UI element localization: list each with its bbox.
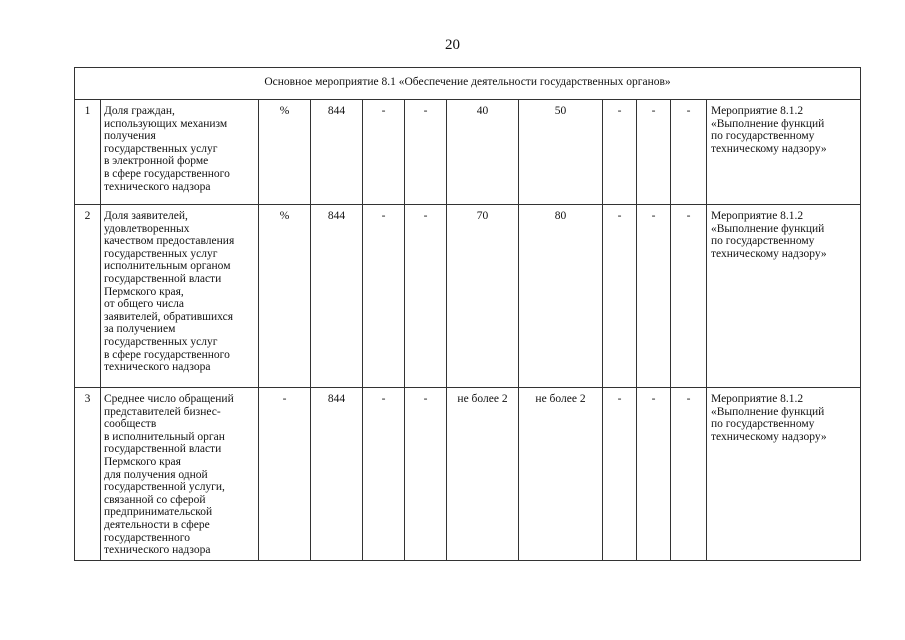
table-row [75, 388, 861, 561]
row-number: 3 [75, 388, 101, 561]
row-number: 2 [75, 205, 101, 388]
value-cell: - [603, 205, 637, 388]
value-cell: - [637, 205, 671, 388]
page-number: 20 [445, 37, 460, 53]
indicator-name: Среднее число обращений представителей бизнес- сообществ в исполнительный орган государственной власти Пермского края для получения одной государственной услуги, связанной со сферой предпринимательской деятельности в сфере государственного технического надзора [101, 388, 259, 561]
value-cell: - [637, 388, 671, 561]
value-cell: - [671, 388, 707, 561]
event-cell: Мероприятие 8.1.2 «Выполнение функций по государственному техническому надзору» [707, 388, 861, 561]
indicators-table [74, 67, 861, 561]
value-cell: - [603, 388, 637, 561]
value-cell: 70 [447, 205, 519, 388]
event-cell: Мероприятие 8.1.2 «Выполнение функций по государственному техническому надзору» [707, 205, 861, 388]
value-cell: не более 2 [447, 388, 519, 561]
code-cell: 844 [311, 388, 363, 561]
section-title: Основное мероприятие 8.1 «Обеспечение деятельности государственных органов» [75, 68, 861, 100]
value-cell: - [603, 100, 637, 205]
value-cell: - [405, 100, 447, 205]
value-cell: - [363, 100, 405, 205]
value-cell: 50 [519, 100, 603, 205]
value-cell: 40 [447, 100, 519, 205]
value-cell: 80 [519, 205, 603, 388]
unit-cell: % [259, 205, 311, 388]
section-row [75, 68, 861, 100]
indicator-name: Доля заявителей, удовлетворенных качеством предоставления государственных услуг исполнительным органом государственной власти Пермского края, от общего числа заявителей, обратившихся за получением государственных услуг в сфере государственного технического надзора [101, 205, 259, 388]
unit-cell: % [259, 100, 311, 205]
value-cell: - [671, 205, 707, 388]
value-cell: - [671, 100, 707, 205]
value-cell: - [363, 205, 405, 388]
code-cell: 844 [311, 205, 363, 388]
row-number: 1 [75, 100, 101, 205]
code-cell: 844 [311, 100, 363, 205]
value-cell: не более 2 [519, 388, 603, 561]
table-row [75, 100, 861, 205]
value-cell: - [405, 388, 447, 561]
event-cell: Мероприятие 8.1.2 «Выполнение функций по государственному техническому надзору» [707, 100, 861, 205]
unit-cell: - [259, 388, 311, 561]
value-cell: - [637, 100, 671, 205]
value-cell: - [363, 388, 405, 561]
table-row [75, 205, 861, 388]
indicator-name: Доля граждан, использующих механизм получения государственных услуг в электронной форме в сфере государственного технического надзора [101, 100, 259, 205]
value-cell: - [405, 205, 447, 388]
